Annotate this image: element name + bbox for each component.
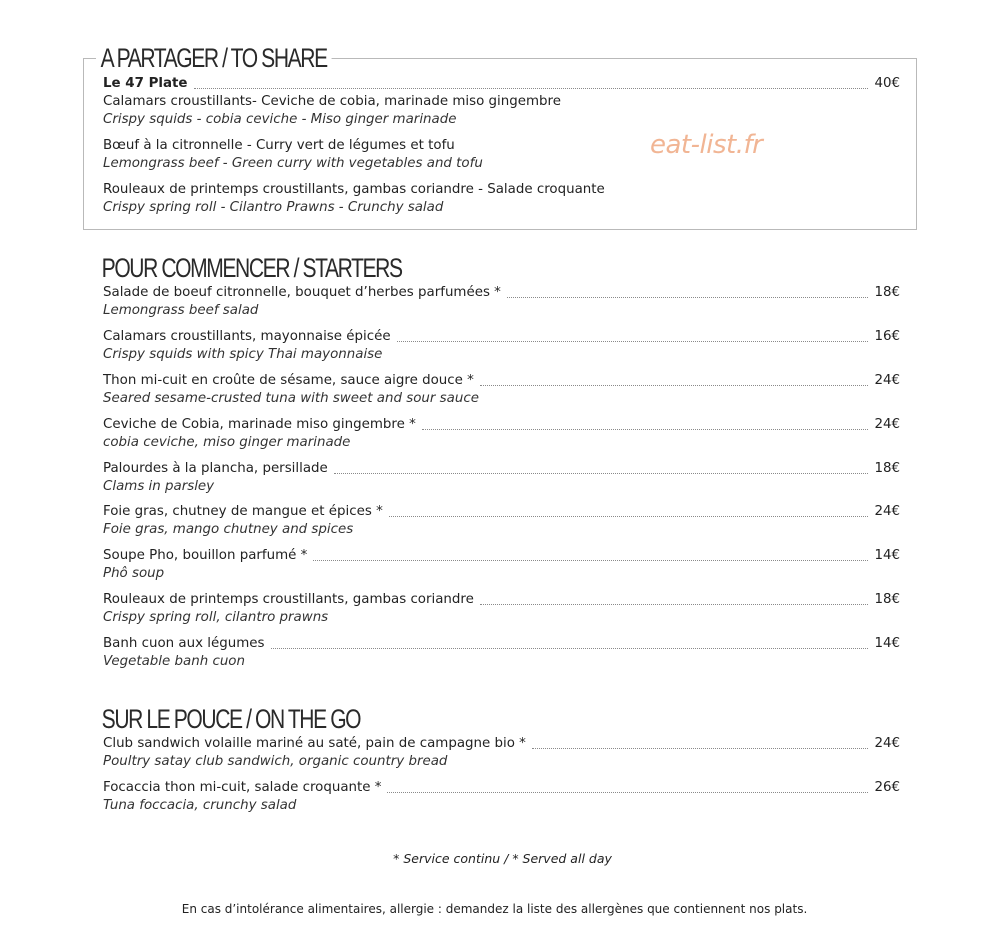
item-price: 14€	[874, 636, 900, 651]
item-name-en: Clams in parsley	[103, 479, 215, 494]
menu-item	[103, 372, 900, 416]
item-name-fr: Banh cuon aux légumes	[103, 636, 265, 651]
item-price: 24€	[874, 373, 900, 388]
menu-item	[103, 460, 900, 503]
share-line-fr: Bœuf à la citronnelle - Curry vert de légumes et tofu	[103, 138, 455, 153]
item-name-en: Poultry satay club sandwich, organic country bread	[103, 754, 448, 769]
share-line-fr: Calamars croustillants- Ceviche de cobia, marinade miso gingembre	[103, 94, 561, 109]
allergy-note: En cas d’intolérance alimentaires, allergie : demandez la liste des allergènes que contiennent nos plats.	[181, 902, 808, 916]
item-name-en: cobia ceviche, miso ginger marinade	[103, 435, 351, 450]
item-name-fr: Thon mi-cuit en croûte de sésame, sauce aigre douce *	[103, 373, 474, 388]
watermark: eat-list.fr	[650, 130, 763, 160]
leader-dots	[334, 472, 869, 474]
share-line-en: Crispy spring roll - Cilantro Prawns - Crunchy salad	[103, 200, 444, 215]
menu-item	[103, 735, 900, 779]
item-name-fr: Palourdes à la plancha, persillade	[103, 461, 328, 476]
starters-section	[103, 284, 900, 679]
leader-dots	[389, 515, 869, 517]
share-plate-row	[103, 75, 900, 93]
leader-dots	[194, 87, 869, 89]
share-section	[103, 75, 900, 217]
leader-dots	[480, 384, 869, 386]
item-name-en: Crispy spring roll, cilantro prawns	[103, 610, 329, 625]
item-name-en: Crispy squids with spicy Thai mayonnaise	[103, 347, 383, 362]
share-line-en: Crispy squids - cobia ceviche - Miso ginger marinade	[103, 112, 457, 127]
item-name-en: Seared sesame-crusted tuna with sweet and sour sauce	[103, 391, 479, 406]
menu-item	[103, 284, 900, 328]
item-name-en: Tuna foccacia, crunchy salad	[103, 798, 297, 813]
starters-section-title: POUR COMMENCER / STARTERS	[97, 252, 406, 284]
item-name-en: Vegetable banh cuon	[103, 654, 245, 669]
leader-dots	[397, 340, 869, 342]
share-plate-price: 40€	[874, 76, 900, 91]
leader-dots	[532, 747, 869, 749]
item-price: 18€	[874, 285, 900, 300]
item-price: 24€	[874, 736, 900, 751]
item-name-fr: Rouleaux de printemps croustillants, gambas coriandre	[103, 592, 474, 607]
leader-dots	[507, 296, 869, 298]
menu-item	[103, 591, 900, 635]
item-name-fr: Focaccia thon mi-cuit, salade croquante *	[103, 780, 382, 795]
leader-dots	[271, 647, 869, 649]
menu-item	[103, 416, 900, 460]
item-price: 26€	[874, 780, 900, 795]
item-name-en: Lemongrass beef salad	[103, 303, 259, 318]
item-name-fr: Soupe Pho, bouillon parfumé *	[103, 548, 308, 563]
item-price: 24€	[874, 417, 900, 432]
item-name-fr: Foie gras, chutney de mangue et épices *	[103, 504, 383, 519]
leader-dots	[313, 559, 868, 561]
item-name-fr: Calamars croustillants, mayonnaise épicée	[103, 329, 391, 344]
item-name-fr: Salade de boeuf citronnelle, bouquet d’herbes parfumées *	[103, 285, 501, 300]
item-name-en: Phô soup	[103, 566, 165, 581]
share-plate-name: Le 47 Plate	[103, 76, 188, 91]
item-name-fr: Club sandwich volaille mariné au saté, pain de campagne bio *	[103, 736, 526, 751]
item-price: 18€	[874, 461, 900, 476]
onthego-section-title: SUR LE POUCE / ON THE GO	[97, 703, 365, 735]
share-section-title: A PARTAGER / TO SHARE	[96, 42, 331, 74]
service-note: * Service continu / * Served all day	[393, 851, 612, 866]
menu-item	[103, 503, 900, 547]
share-line-en: Lemongrass beef - Green curry with vegetables and tofu	[103, 156, 483, 171]
item-name-fr: Ceviche de Cobia, marinade miso gingembre *	[103, 417, 416, 432]
menu-item	[103, 547, 900, 591]
leader-dots	[480, 603, 869, 605]
item-price: 14€	[874, 548, 900, 563]
item-price: 16€	[874, 329, 900, 344]
onthego-section	[103, 735, 900, 823]
menu-item	[103, 635, 900, 679]
item-price: 18€	[874, 592, 900, 607]
leader-dots	[422, 428, 869, 430]
menu-item	[103, 328, 900, 372]
menu-item	[103, 779, 900, 823]
item-price: 24€	[874, 504, 900, 519]
share-line-fr: Rouleaux de printemps croustillants, gambas coriandre - Salade croquante	[103, 182, 605, 197]
item-name-en: Foie gras, mango chutney and spices	[103, 522, 354, 537]
leader-dots	[387, 791, 868, 793]
